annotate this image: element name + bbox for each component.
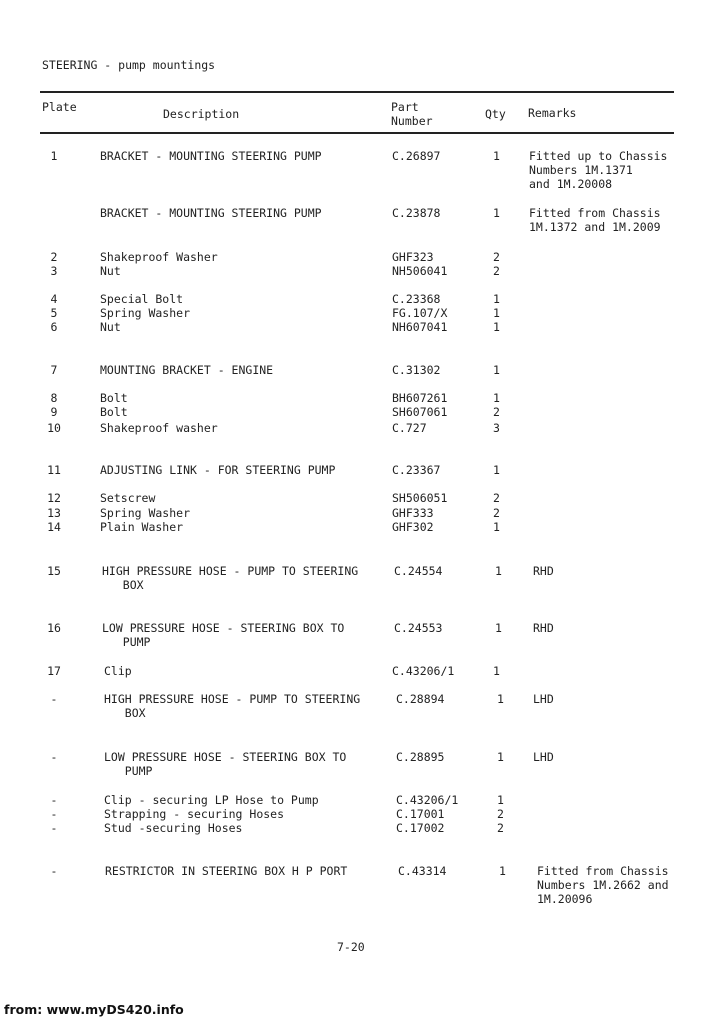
row-description: ADJUSTING LINK - FOR STEERING PUMP xyxy=(100,463,336,477)
page-title: STEERING - pump mountings xyxy=(42,58,216,72)
row-description: Strapping - securing Hoses xyxy=(104,807,285,821)
row-plate: 17 xyxy=(47,664,61,678)
header-bottom-rule xyxy=(40,132,674,134)
row-plate: - xyxy=(50,750,58,764)
row-description: BRACKET - MOUNTING STEERING PUMP xyxy=(100,206,322,220)
row-part-number: GHF302 xyxy=(392,520,434,534)
row-description: Plain Washer xyxy=(100,520,184,534)
row-plate: 15 xyxy=(47,564,61,578)
row-part-number: NH607041 xyxy=(392,320,448,334)
row-plate: 8 xyxy=(50,391,58,405)
row-remarks: Fitted from Chassis Numbers 1M.2662 and 1M.20096 xyxy=(537,864,669,906)
row-part-number: C.23367 xyxy=(392,463,441,477)
header-qty: Qty xyxy=(485,107,506,121)
row-description: Setscrew xyxy=(100,491,156,505)
row-part-number: C.17001 xyxy=(396,807,445,821)
row-qty: 1 xyxy=(493,363,500,377)
row-plate: 10 xyxy=(47,421,61,435)
header-remarks: Remarks xyxy=(528,106,577,120)
row-qty: 2 xyxy=(493,250,500,264)
row-part-number: C.28894 xyxy=(396,692,445,706)
row-qty: 3 xyxy=(493,421,500,435)
row-qty: 1 xyxy=(493,664,500,678)
row-description: RESTRICTOR IN STEERING BOX H P PORT xyxy=(105,864,348,878)
row-part-number: C.23368 xyxy=(392,292,441,306)
row-qty: 1 xyxy=(493,149,500,163)
row-qty: 1 xyxy=(497,793,504,807)
row-qty: 1 xyxy=(493,206,500,220)
row-part-number: C.43314 xyxy=(398,864,447,878)
row-plate: 3 xyxy=(50,264,58,278)
row-qty: 1 xyxy=(495,621,502,635)
row-qty: 1 xyxy=(495,564,502,578)
row-description: Bolt xyxy=(100,405,128,419)
row-part-number: BH607261 xyxy=(392,391,448,405)
row-qty: 1 xyxy=(493,520,500,534)
row-description: Nut xyxy=(100,320,121,334)
row-plate: 7 xyxy=(50,363,58,377)
row-part-number: C.23878 xyxy=(392,206,441,220)
row-description: Shakeproof washer xyxy=(100,421,218,435)
row-plate: - xyxy=(50,793,58,807)
row-qty: 2 xyxy=(493,491,500,505)
header-part-number: Part Number xyxy=(391,100,433,128)
row-qty: 1 xyxy=(493,306,500,320)
row-plate: 9 xyxy=(50,405,58,419)
row-description: Stud -securing Hoses xyxy=(104,821,243,835)
row-part-number: C.24553 xyxy=(394,621,443,635)
row-qty: 1 xyxy=(493,292,500,306)
row-qty: 2 xyxy=(493,405,500,419)
row-plate: 16 xyxy=(47,621,61,635)
row-qty: 1 xyxy=(493,463,500,477)
row-part-number: GHF333 xyxy=(392,506,434,520)
row-plate: 13 xyxy=(47,506,61,520)
row-plate: 5 xyxy=(50,306,58,320)
row-plate: 12 xyxy=(47,491,61,505)
row-description: Spring Washer xyxy=(100,306,191,320)
header-description: Description xyxy=(163,107,240,121)
row-remarks: Fitted from Chassis 1M.1372 and 1M.2009 xyxy=(529,206,661,234)
row-remarks: RHD xyxy=(533,621,554,635)
row-remarks: LHD xyxy=(533,750,554,764)
row-description: Clip xyxy=(104,664,132,678)
row-remarks: Fitted up to Chassis Numbers 1M.1371 and 1M.20008 xyxy=(529,149,668,191)
header-plate: Plate xyxy=(42,100,77,114)
row-description: BRACKET - MOUNTING STEERING PUMP xyxy=(100,149,322,163)
row-part-number: C.24554 xyxy=(394,564,443,578)
row-part-number: NH506041 xyxy=(392,264,448,278)
row-plate: - xyxy=(50,864,58,878)
row-plate: 1 xyxy=(50,149,58,163)
row-qty: 2 xyxy=(493,264,500,278)
row-remarks: RHD xyxy=(533,564,554,578)
row-description: Clip - securing LP Hose to Pump xyxy=(104,793,319,807)
row-qty: 1 xyxy=(497,750,504,764)
row-part-number: C.28895 xyxy=(396,750,445,764)
row-part-number: SH607061 xyxy=(392,405,448,419)
row-qty: 1 xyxy=(493,391,500,405)
row-part-number: C.26897 xyxy=(392,149,441,163)
source-watermark: from: www.myDS420.info xyxy=(4,1002,184,1017)
row-description: HIGH PRESSURE HOSE - PUMP TO STEERING BOX xyxy=(104,692,361,720)
row-description: Nut xyxy=(100,264,121,278)
header-top-rule xyxy=(40,91,674,93)
row-qty: 2 xyxy=(497,821,504,835)
row-qty: 1 xyxy=(499,864,506,878)
row-plate: - xyxy=(50,821,58,835)
row-plate: 6 xyxy=(50,320,58,334)
row-part-number: C.727 xyxy=(392,421,427,435)
row-qty: 2 xyxy=(497,807,504,821)
row-plate: 4 xyxy=(50,292,58,306)
row-description: Spring Washer xyxy=(100,506,191,520)
row-plate: - xyxy=(50,692,58,706)
row-qty: 2 xyxy=(493,506,500,520)
row-remarks: LHD xyxy=(533,692,554,706)
row-description: Special Bolt xyxy=(100,292,184,306)
row-description: MOUNTING BRACKET - ENGINE xyxy=(100,363,274,377)
row-plate: 11 xyxy=(47,463,61,477)
row-qty: 1 xyxy=(493,320,500,334)
row-part-number: GHF323 xyxy=(392,250,434,264)
row-part-number: C.17002 xyxy=(396,821,445,835)
row-description: LOW PRESSURE HOSE - STEERING BOX TO PUMP xyxy=(104,750,347,778)
row-description: Shakeproof Washer xyxy=(100,250,218,264)
row-part-number: FG.107/X xyxy=(392,306,448,320)
row-part-number: C.43206/1 xyxy=(396,793,459,807)
row-description: LOW PRESSURE HOSE - STEERING BOX TO PUMP xyxy=(102,621,345,649)
row-part-number: C.31302 xyxy=(392,363,441,377)
row-part-number: SH506051 xyxy=(392,491,448,505)
page-number: 7-20 xyxy=(337,940,365,954)
row-plate: 14 xyxy=(47,520,61,534)
row-part-number: C.43206/1 xyxy=(392,664,455,678)
row-plate: 2 xyxy=(50,250,58,264)
row-plate: - xyxy=(50,807,58,821)
row-qty: 1 xyxy=(497,692,504,706)
row-description: Bolt xyxy=(100,391,128,405)
row-description: HIGH PRESSURE HOSE - PUMP TO STEERING BOX xyxy=(102,564,359,592)
